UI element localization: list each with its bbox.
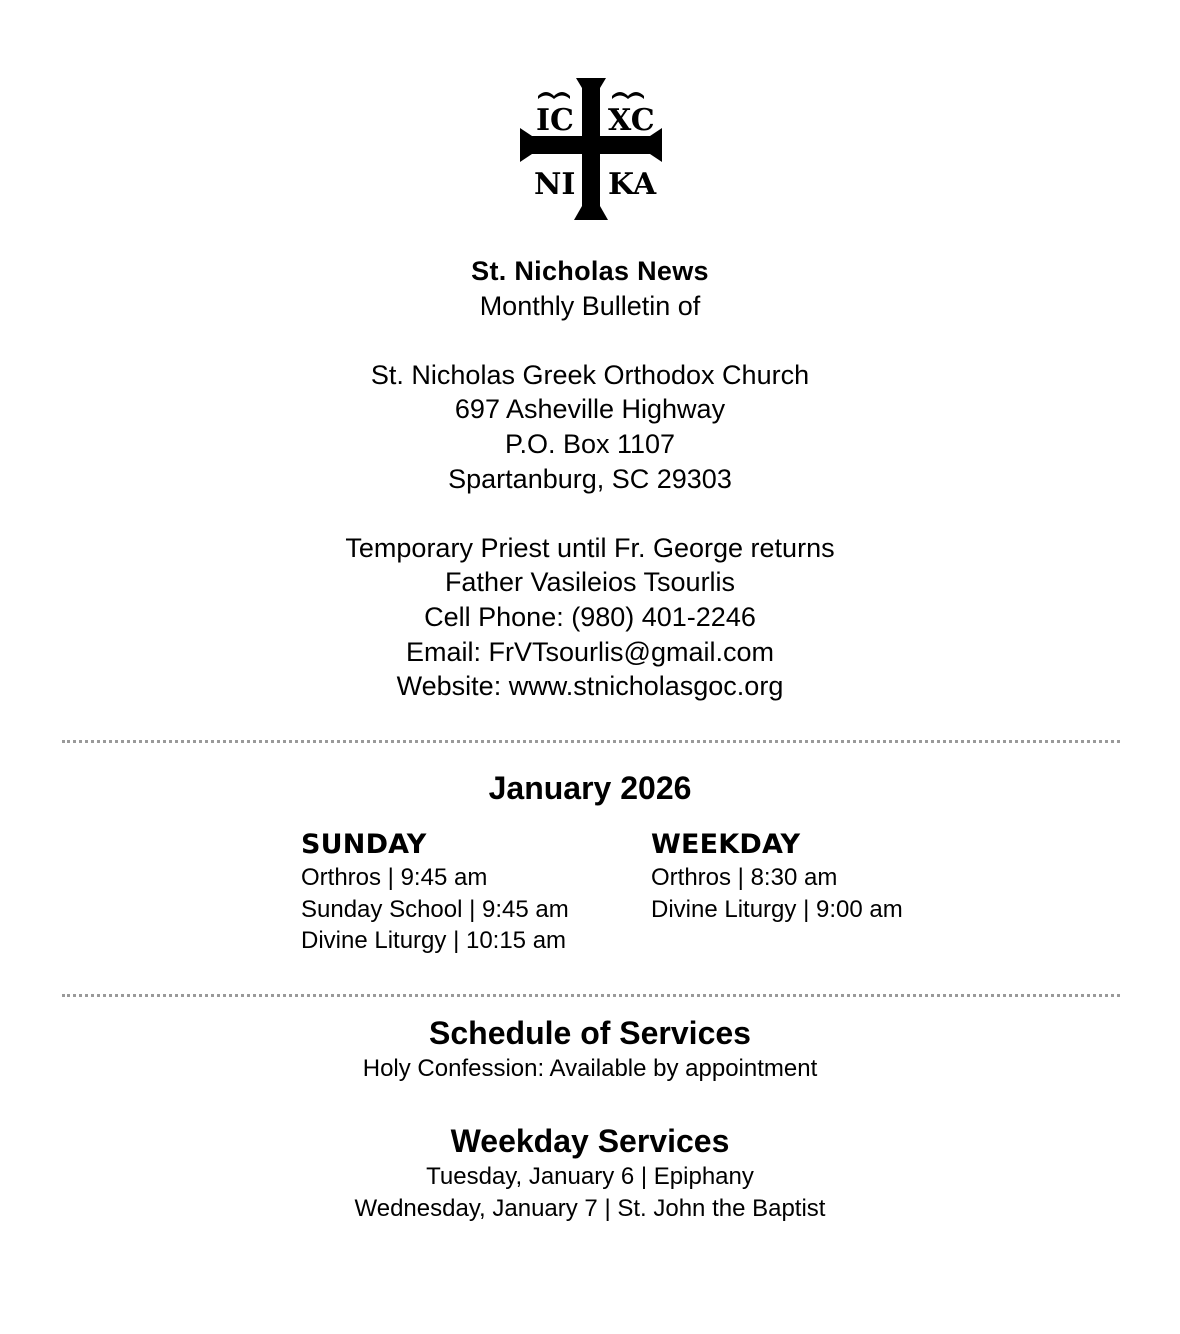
cross-logo-svg xyxy=(516,74,666,224)
church-po-box: P.O. Box 1107 xyxy=(504,428,676,459)
church-website: Website: www.stnicholasgoc.org xyxy=(396,671,784,702)
weekday-heading: WEEKDAY xyxy=(651,829,801,860)
weekday-item: Orthros | 8:30 am xyxy=(651,864,838,891)
bulletin-subtitle: Monthly Bulletin of xyxy=(479,290,701,321)
schedule-section xyxy=(0,1013,1180,1085)
bulletin-header xyxy=(0,254,1180,704)
schedule-title: Schedule of Services xyxy=(429,1015,751,1051)
sunday-item: Orthros | 9:45 am xyxy=(301,864,488,891)
sunday-item: Sunday School | 9:45 am xyxy=(301,895,569,923)
weekday-service-item: Tuesday, January 6 | Epiphany xyxy=(426,1163,754,1190)
logo-letters-ni: NI xyxy=(534,167,576,202)
sunday-item: Divine Liturgy | 10:15 am xyxy=(301,927,567,954)
ic-xc-nika-cross-icon xyxy=(516,74,666,224)
church-city-state-zip: Spartanburg, SC 29303 xyxy=(448,463,732,494)
bulletin-title: St. Nicholas News xyxy=(471,256,709,286)
weekday-item: Divine Liturgy | 9:00 am xyxy=(651,895,903,923)
logo-letters-xc: XC xyxy=(608,103,655,138)
priest-cell-phone: Cell Phone: (980) 401-2246 xyxy=(424,601,756,632)
weekday-service-item: Wednesday, January 7 | St. John the Baptist xyxy=(354,1195,826,1222)
dotted-divider-top xyxy=(62,740,1120,743)
priest-email: Email: FrVTsourlis@gmail.com xyxy=(406,636,774,667)
church-address: 697 Asheville Highway xyxy=(454,394,726,425)
holy-confession-note: Holy Confession: Available by appointment xyxy=(362,1055,818,1082)
dotted-divider-bottom xyxy=(62,994,1120,997)
logo-letters-ka: KA xyxy=(608,167,657,202)
church-name: St. Nicholas Greek Orthodox Church xyxy=(370,359,810,390)
weekday-services-section xyxy=(0,1121,1180,1225)
weekday-services-title: Weekday Services xyxy=(450,1123,730,1159)
logo-letters-ic: IC xyxy=(536,103,574,138)
sunday-heading: SUNDAY xyxy=(301,829,427,860)
priest-note: Temporary Priest until Fr. George returns xyxy=(345,532,835,563)
month-title: January 2026 xyxy=(488,770,692,806)
sunday-column xyxy=(301,828,569,957)
priest-name: Father Vasileios Tsourlis xyxy=(444,567,736,598)
weekday-column xyxy=(651,828,903,925)
